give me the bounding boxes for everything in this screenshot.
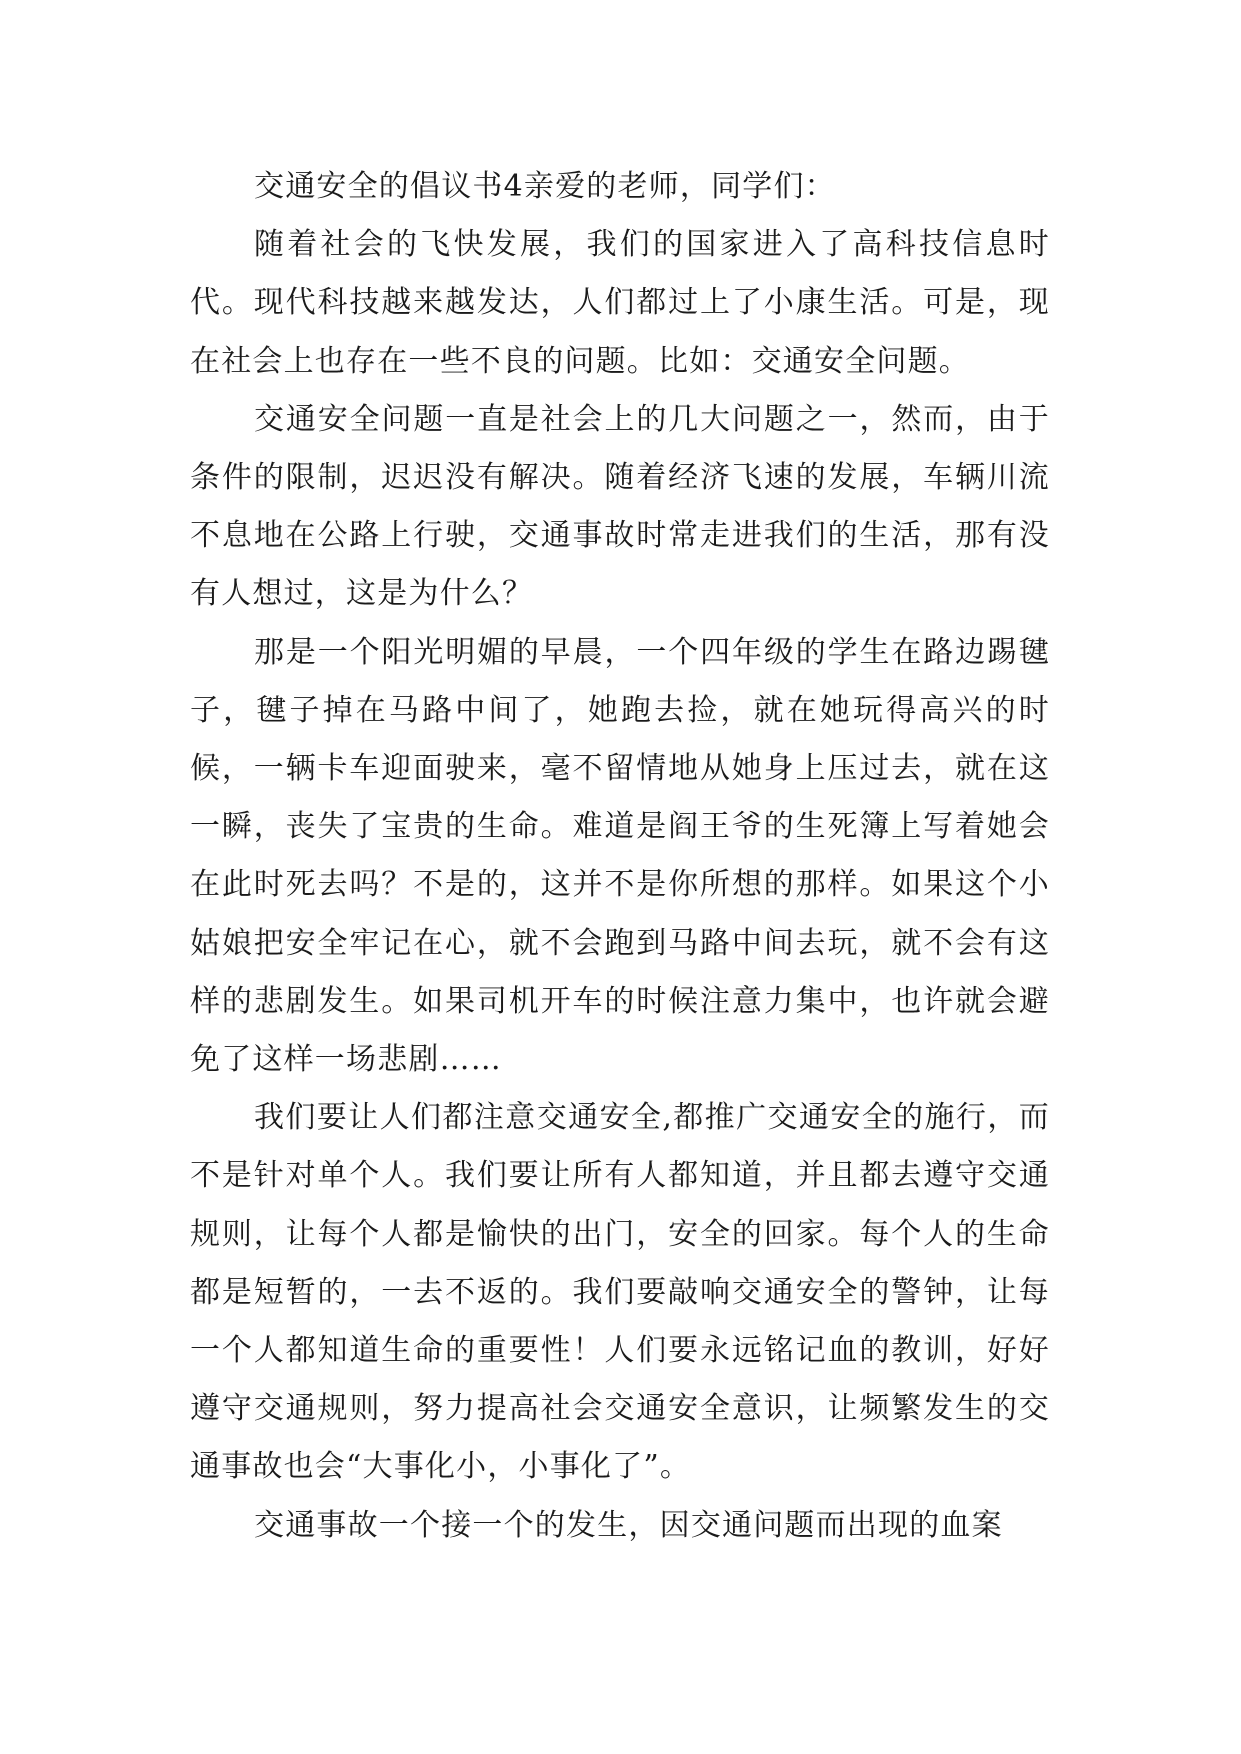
paragraph-appeal: 我们要让人们都注意交通安全,都推广交通安全的施行，而不是针对单个人。我们要让所有人都知道，并且都去遵守交通规则，让每个人都是愉快的出门，安全的回家。每个人的生命都是短暂的，一去不返的。我们要敲响交通安全的警钟，让每一个人都知道生命的重要性！人们要永远铭记血的教训，好好遵守交通规则，努力提高社会交通安全意识，让频繁发生的交通事故也会“大事化小，小事化了”。 xyxy=(190,1100,1050,1485)
paragraph-closing: 交通事故一个接一个的发生，因交通问题而出现的血案 xyxy=(254,1507,1003,1543)
paragraph-intro: 随着社会的飞快发展，我们的国家进入了高科技信息时代。现代科技越来越发达，人们都过上了小康生活。可是，现在社会上也存在一些不良的问题。比如：交通安全问题。 xyxy=(190,227,1050,379)
paragraph-story: 那是一个阳光明媚的早晨，一个四年级的学生在路边踢毽子，毽子掉在马路中间了，她跑去捡，就在她玩得高兴的时候，一辆卡车迎面驶来，毫不留情地从她身上压过去，就在这一瞬，丧失了宝贵的生命。难道是阎王爷的生死簿上写着她会在此时死去吗？不是的，这并不是你所想的那样。如果这个小姑娘把安全牢记在心，就不会跑到马路中间去玩，就不会有这样的悲剧发生。如果司机开车的时候注意力集中，也许就会避免了这样一场悲剧…… xyxy=(190,634,1050,1078)
document-body xyxy=(190,158,1050,1555)
paragraph-title-salutation: 交通安全的倡议书4亲爱的老师，同学们： xyxy=(254,169,836,204)
paragraph-problem: 交通安全问题一直是社会上的几大问题之一，然而，由于条件的限制，迟迟没有解决。随着经济飞速的发展，车辆川流不息地在公路上行驶，交通事故时常走进我们的生活，那有没有人想过，这是为什么？ xyxy=(190,401,1050,612)
